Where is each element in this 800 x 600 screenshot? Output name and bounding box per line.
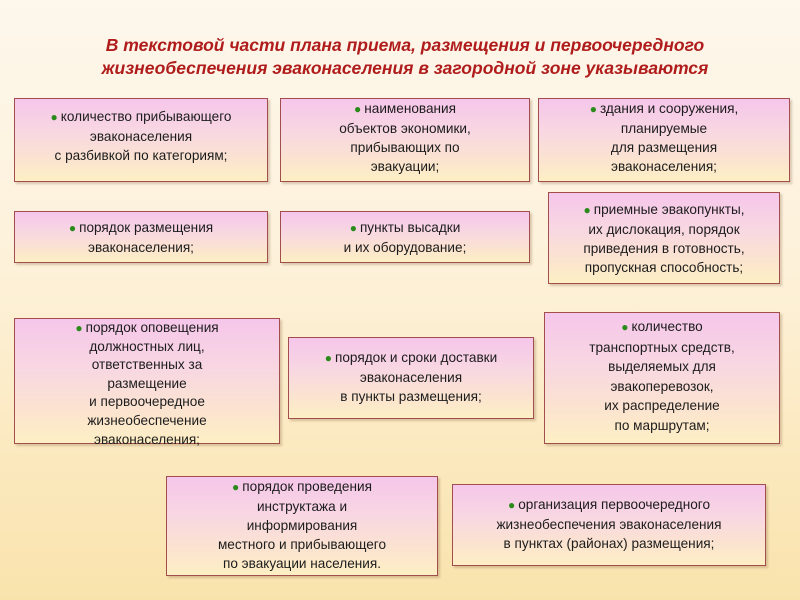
card-line: для размещения [610,140,718,155]
card-arriving-population-count [14,98,268,182]
card-drop-off-points [280,211,530,263]
card-line: транспортных средств, [589,339,735,355]
card-official-notification-order [14,318,280,447]
card-delivery-order [288,337,534,419]
card-economic-objects [280,98,530,182]
bullet-icon: ● [324,351,333,365]
card-reception-evacuation-points [548,192,780,284]
card-line: порядок размещения [79,220,214,235]
card-line: их дислокация, порядок [588,222,740,237]
card-line: приведения в готовность, [583,241,745,256]
card-line: эвакоперевозок, [610,378,714,394]
card-line: порядок проведения [242,479,372,494]
bullet-icon: ● [75,321,83,335]
slide-title-line-2: жизнеобеспечения эваконаселения в загородной зоне указываются [101,58,709,78]
card-line: приемные эвакопункты, [593,202,745,217]
card-line: эваконаселения [89,129,193,144]
bullet-icon: ● [232,480,240,494]
card-line: планируемые [620,121,708,136]
card-line: и первоочередное [89,394,205,410]
bullet-icon: ● [354,102,362,116]
card-line: жизнеобеспечения эваконаселения [496,517,722,532]
bullet-icon: ● [349,221,357,235]
card-line: наименования [364,101,456,116]
card-line: их распределение [604,398,720,414]
card-line: количество прибывающего [60,109,232,124]
card-line: выделяемых для [608,359,716,375]
bullet-icon: ● [50,110,58,124]
bullet-icon: ● [583,203,591,217]
card-line: здания и сооружения, [599,101,739,116]
card-placement-order [14,211,268,263]
card-line: по эвакуации населения. [222,556,382,571]
bullet-icon: ● [507,498,516,512]
card-line: и их оборудование; [343,240,467,255]
card-line: жизнеобеспечение [87,412,207,428]
slide-title [40,34,770,80]
bullet-icon: ● [589,102,597,116]
bullet-icon: ● [68,221,77,235]
card-line: эваконаселения; [88,240,194,255]
card-line: эваконаселения; [611,159,717,174]
card-line: информирования [246,518,358,533]
card-line: прибывающих по [350,140,460,155]
card-line: порядок оповещения [85,320,219,335]
card-line: должностных лиц, [89,338,205,354]
card-buildings-and-structures [538,98,790,182]
bullet-icon: ● [621,320,629,334]
card-line: местного и прибывающего [217,537,387,552]
card-line: по маршрутам; [614,417,710,433]
card-life-support-organization [452,484,766,566]
card-line: количество [631,319,703,334]
card-line: размещение [107,375,187,391]
card-line: эваконаселения; [94,431,200,447]
card-line: порядок и сроки доставки [335,350,498,365]
card-line: пропускная способность; [584,260,744,275]
card-transport-count [544,312,780,444]
slide-title-line-1: В текстовой части плана приема, размещения и первоочередного [105,35,705,55]
card-line: объектов экономики, [339,121,471,136]
card-line: ответственных за [91,357,203,373]
card-briefing-order [166,476,438,576]
card-line: эваконаселения [359,370,463,385]
card-line: с разбивкой по категориям; [54,148,228,163]
card-line: в пункты размещения; [340,389,482,404]
card-line: организация первоочередного [518,497,711,512]
card-line: инструктажа и [256,499,348,514]
card-line: пункты высадки [359,220,461,235]
card-line: в пунктах (районах) размещения; [503,536,715,551]
card-line: эвакуации; [370,159,440,174]
